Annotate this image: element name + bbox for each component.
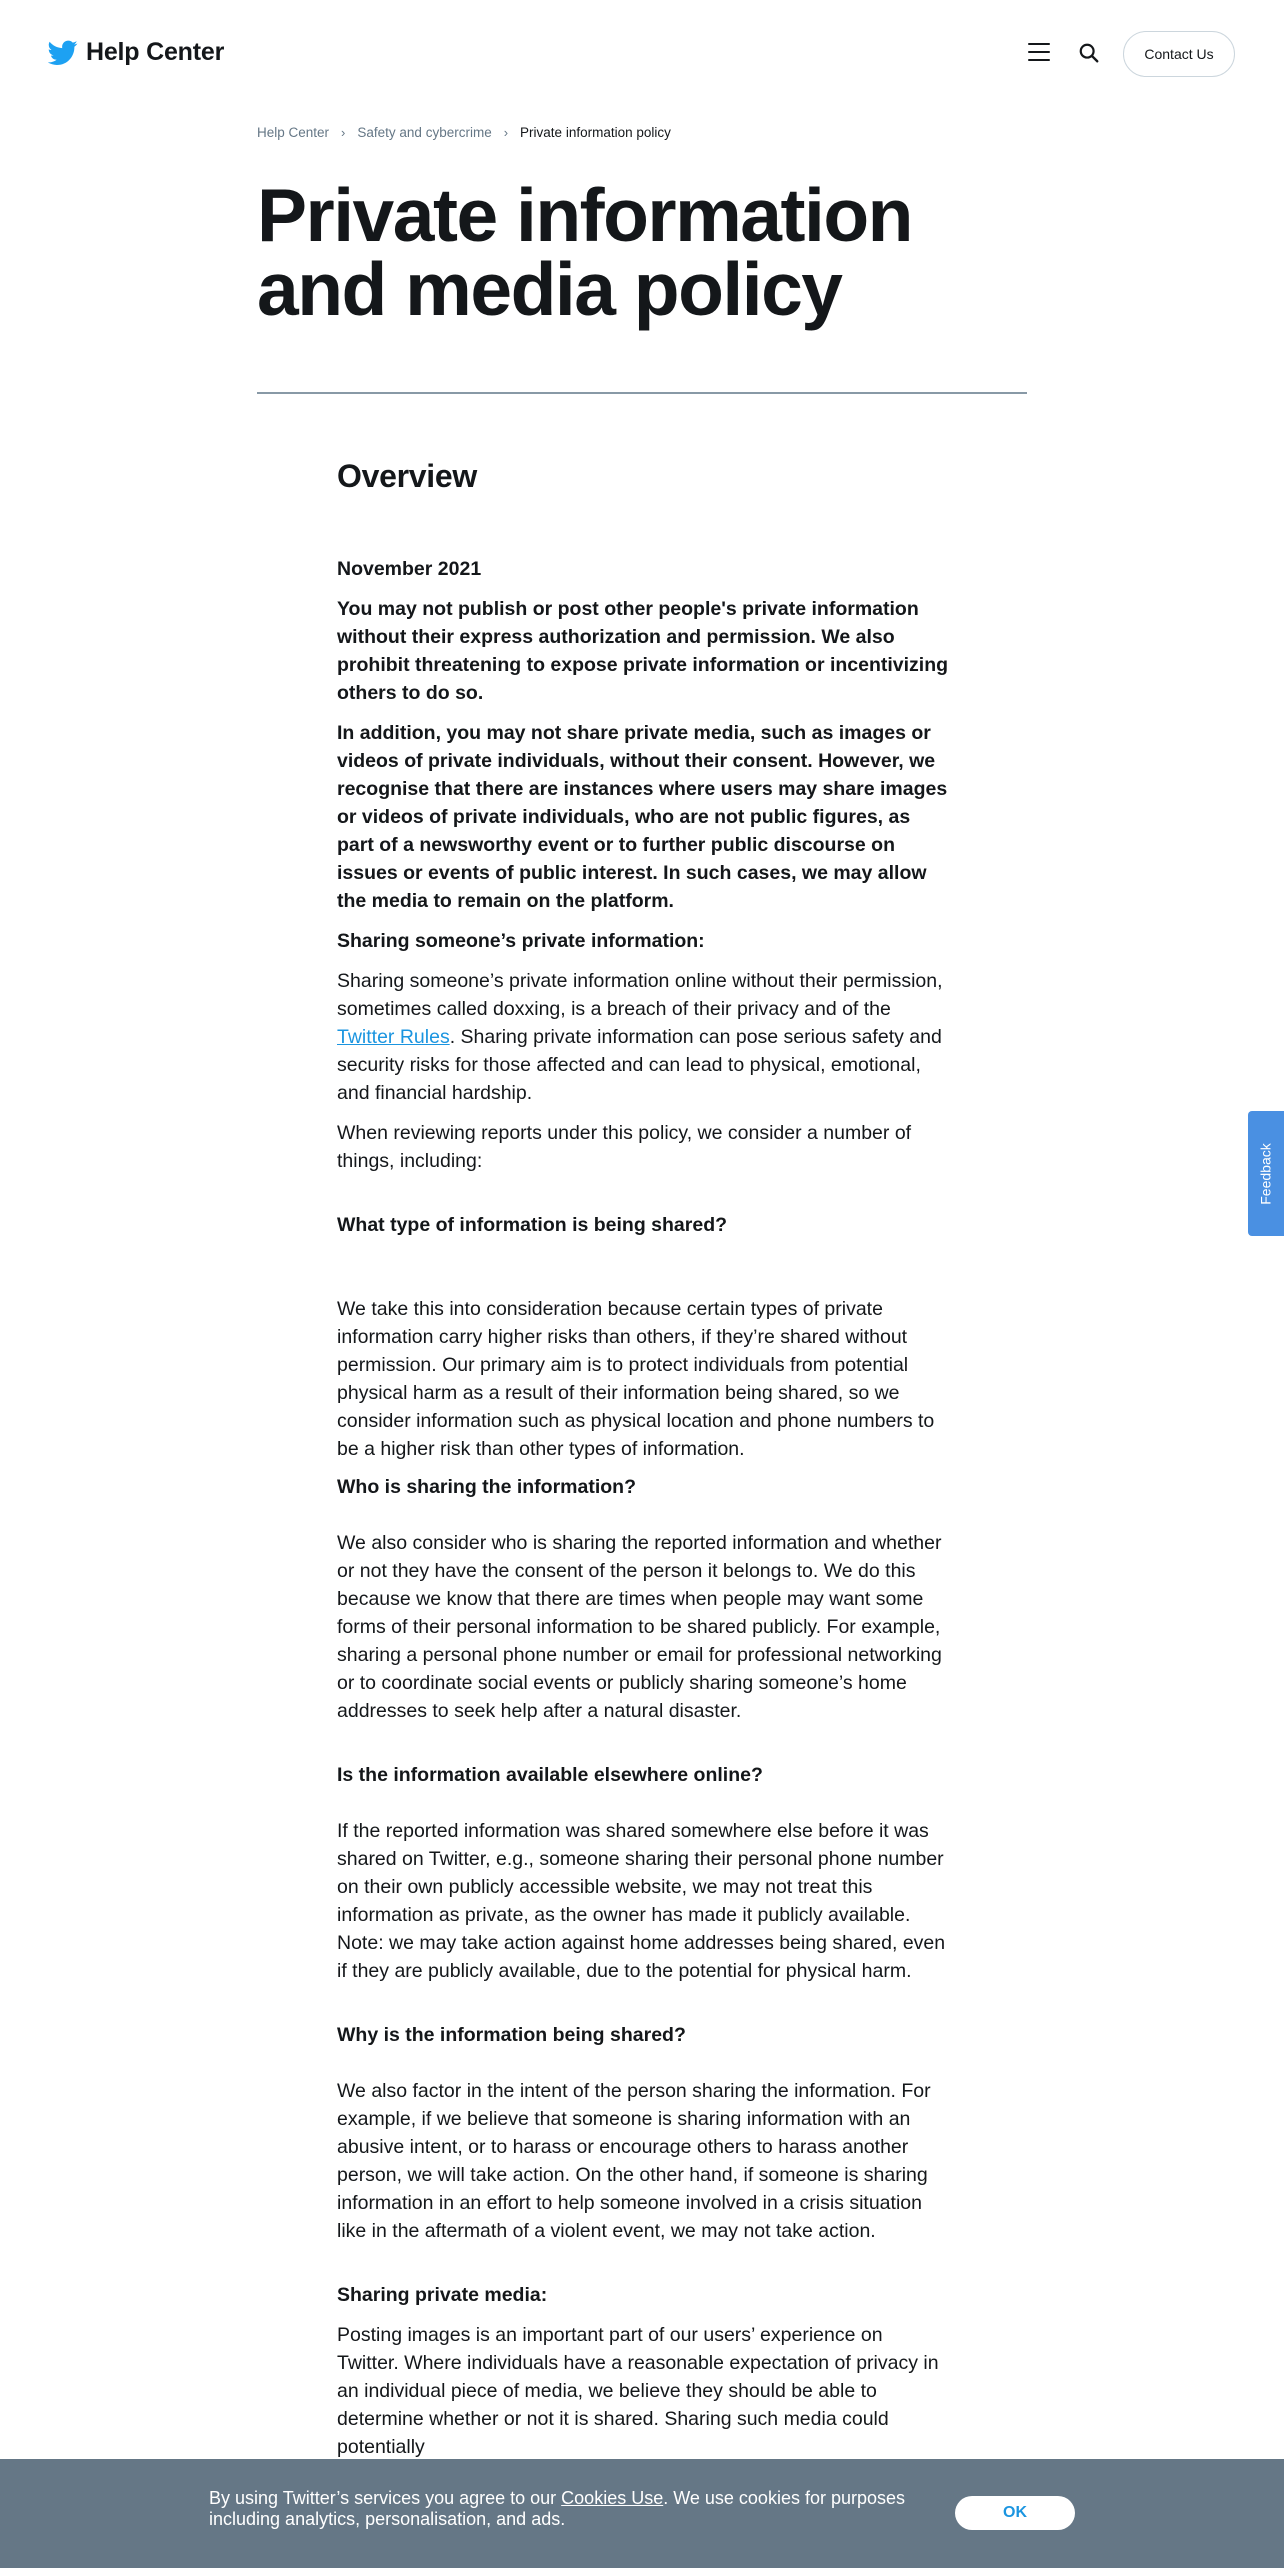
cookie-text-after: . We use cookies for purposes including analytics, personalisation, and ads.	[209, 2488, 906, 2529]
intro-paragraph-2: In addition, you may not share private media, such as images or videos of private individuals, without their consent. However, we recognise that there are instances where users may share images or videos of private individuals, who are not public figures, as part of a newsworthy event or to further public discourse on issues or events of public interest. In such cases, we may allow the media to remain on the platform.	[337, 722, 948, 912]
media-body: Posting images is an important part of our users’ experience on Twitter. Where individuals have a reasonable expectation of privacy in an individual piece of media, we believe they should be able to determine whether or not it is shared. Sharing such media could potentially	[337, 2324, 939, 2458]
feedback-tab[interactable]	[1248, 1111, 1284, 1236]
breadcrumb	[257, 125, 671, 140]
q2-body: We also consider who is sharing the reported information and whether or not they have the consent of the person it belongs to. We do this because we know that there are times when people may want some forms of their personal information to be shared publicly. For example, sharing a personal phone number or email for professional networking or to coordinate social events or publicly sharing someone’s home addresses to seek help after a natural disaster.	[337, 1532, 942, 1722]
q1-body: We take this into consideration because certain types of private information carry higher risks than others, if they’re shared without permission. Our primary aim is to protect individuals from potential physical harm as a result of their information being shared, so we consider information such as physical location and phone numbers to be a higher risk than other types of information.	[337, 1298, 935, 1460]
overview-heading: Overview	[337, 458, 477, 494]
cookie-ok-button[interactable]: OK	[955, 2496, 1075, 2530]
site-header	[0, 0, 1284, 108]
hamburger-menu-icon[interactable]	[1028, 43, 1050, 63]
twitter-bird-icon	[48, 40, 78, 66]
breadcrumb-safety[interactable]: Safety and cybercrime	[357, 125, 492, 140]
chevron-right-icon: ›	[341, 125, 346, 140]
article-body	[337, 458, 949, 2473]
feedback-label: Feedback	[1258, 1142, 1275, 1205]
title-divider	[257, 392, 1027, 394]
page-title-line2: and media policy	[257, 247, 842, 331]
contact-us-button[interactable]: Contact Us	[1123, 31, 1235, 77]
page-title-line1: Private information	[257, 173, 912, 257]
help-center-logo[interactable]	[48, 38, 224, 67]
breadcrumb-help-center[interactable]: Help Center	[257, 125, 330, 140]
q3-heading: Is the information available elsewhere online?	[337, 1764, 763, 1786]
q2-heading: Who is sharing the information?	[337, 1476, 636, 1498]
cookie-text-before: By using Twitter’s services you agree to our	[209, 2488, 562, 2508]
q1-heading: What type of information is being shared?	[337, 1214, 728, 1236]
search-icon[interactable]	[1078, 42, 1100, 64]
cookies-use-link[interactable]: Cookies Use	[561, 2488, 664, 2508]
chevron-right-icon: ›	[503, 125, 509, 140]
article-date: November 2021	[337, 558, 482, 580]
media-heading: Sharing private media:	[337, 2284, 548, 2306]
intro-paragraph-1: You may not publish or post other people's private information without their express authorization and permission. We also prohibit threatening to expose private information or incentivizing others to do so.	[337, 598, 949, 704]
page-title	[257, 173, 1017, 331]
considerations-intro: When reviewing reports under this policy, we consider a number of things, including:	[337, 1122, 912, 1172]
q4-heading: Why is the information being shared?	[337, 2024, 686, 2046]
q3-body: If the reported information was shared somewhere else before it was shared on Twitter, e.g., someone sharing their personal phone number on their own publicly accessible website, we may not treat this information as private, as the owner has made it publicly available. Note: we may take action against home addresses being shared, even if they are publicly available, due to the potential for physical harm.	[337, 1820, 946, 1982]
sharing-info-text-after: . Sharing private information can pose serious safety and security risks for those affected and can lead to physical, emotional, and financial hardship.	[337, 1026, 942, 1104]
cookie-text	[209, 2488, 929, 2530]
logo-text: Help Center	[86, 38, 225, 66]
q4-body: We also factor in the intent of the person sharing the information. For example, if we believe that someone is sharing information with an abusive intent, or to harass or encourage others to harass another person, we will take action. On the other hand, if someone is sharing information in an effort to help someone involved in a crisis situation like in the aftermath of a violent event, we may not take action.	[337, 2080, 931, 2242]
twitter-rules-link[interactable]: Twitter Rules	[337, 1026, 450, 1048]
sharing-info-text-before: Sharing someone’s private information online without their permission, sometimes called doxxing, is a breach of their privacy and of the	[337, 970, 943, 1020]
sharing-info-paragraph	[337, 967, 949, 1107]
breadcrumb-current: Private information policy	[520, 125, 671, 140]
sharing-info-heading: Sharing someone’s private information:	[337, 930, 705, 952]
